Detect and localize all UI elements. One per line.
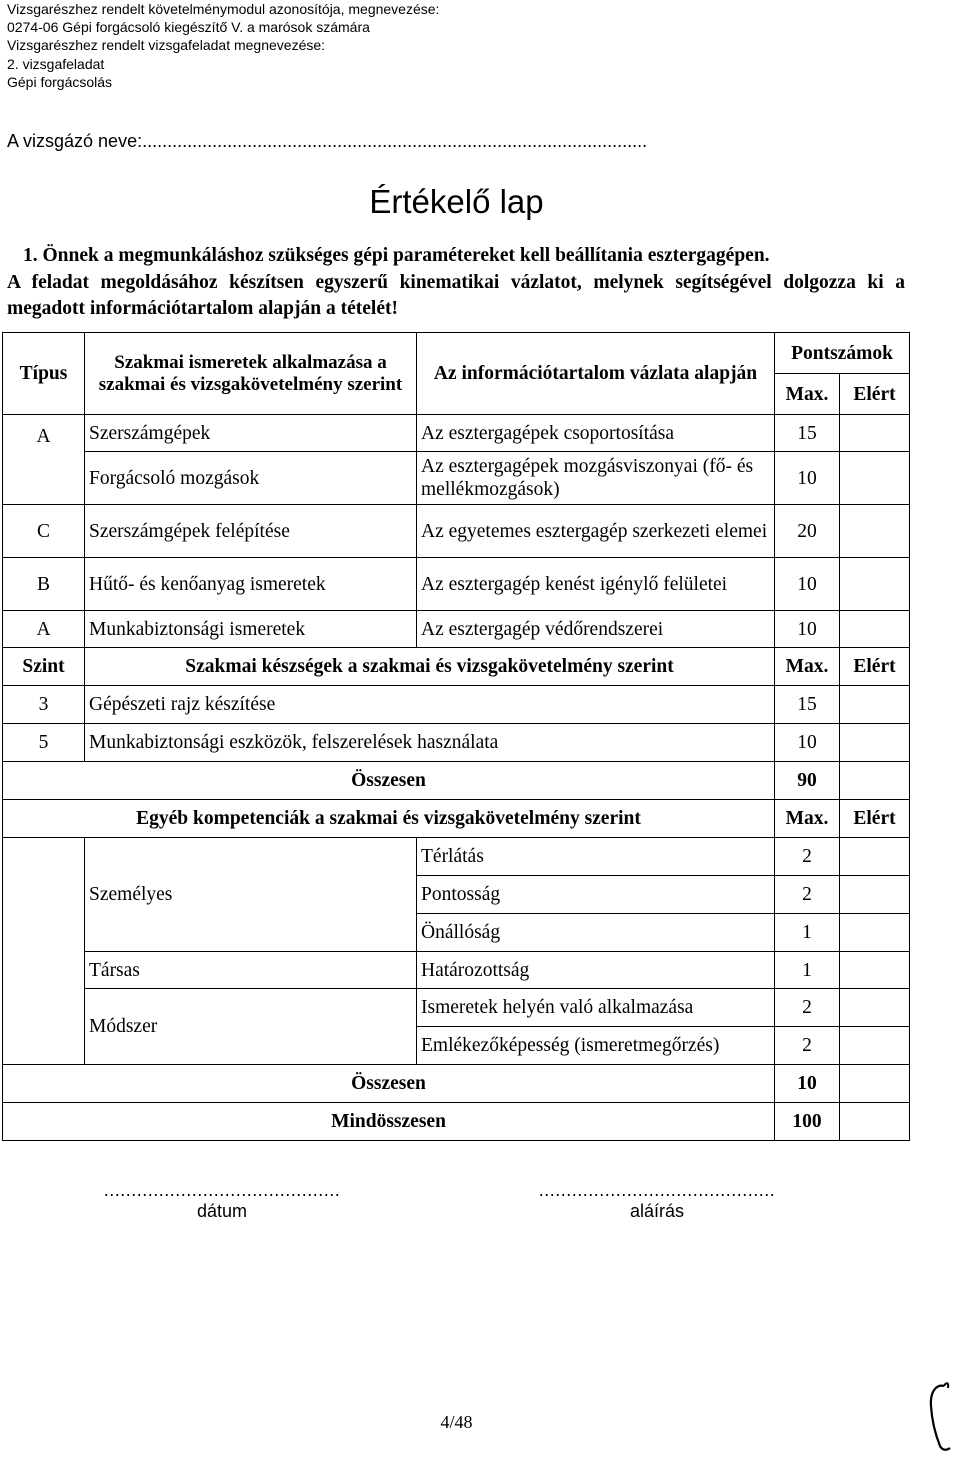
header-line: 0274-06 Gépi forgácsoló kiegészítő V. a marósok számára [7, 19, 370, 36]
col-header-tipus: Típus [3, 333, 85, 415]
page-title: Értékelő lap [369, 183, 544, 220]
header-line: Vizsgarészhez rendelt vizsgafeladat megnevezése: [7, 37, 326, 54]
header-line: Gépi forgácsolás [7, 73, 113, 90]
document-header [7, 0, 607, 91]
cell-max: 10 [775, 558, 840, 611]
spacer-cell [3, 838, 85, 952]
col-header-szakmai: Szakmai ismeretek alkalmazása a szakmai és vizsgakövetelmény szerint [85, 333, 417, 415]
col-header-elert: Elért [840, 800, 910, 838]
cell-keszseg: Munkabiztonsági eszközök, felszerelések használata [85, 724, 775, 762]
grand-total-max: 100 [775, 1103, 840, 1141]
col-header-vazlat: Az információtartalom vázlata alapján [417, 333, 775, 415]
cell-vazlat: Az esztergagép védőrendszerei [417, 611, 775, 648]
group-szemelyes: Személyes [85, 838, 417, 952]
cell-kompetencia: Önállóság [417, 914, 775, 952]
cell-max: 15 [775, 415, 840, 452]
candidate-name-line: A vizsgázó neve:..................................................................................................... [7, 131, 648, 151]
grand-total-elert[interactable] [840, 1103, 910, 1141]
cell-elert[interactable] [840, 452, 910, 505]
cell-elert[interactable] [840, 876, 910, 914]
cell-vazlat: Az esztergagép kenést igénylő felületei [417, 558, 775, 611]
cell-elert[interactable] [840, 838, 910, 876]
cell-elert[interactable] [840, 686, 910, 724]
cell-max: 20 [775, 505, 840, 558]
col-header-pontszamok: Pontszámok [775, 333, 910, 374]
cell-kompetencia: Pontosság [417, 876, 775, 914]
table1-header-row [3, 333, 910, 374]
cell-tipus: A [3, 611, 85, 648]
table2-total-row [3, 762, 910, 800]
col-header-elert: Elért [840, 648, 910, 686]
col-header-kompetenciak: Egyéb kompetenciák a szakmai és vizsgakövetelmény szerint [3, 800, 775, 838]
table-row [3, 952, 910, 989]
table-row [3, 558, 910, 611]
cell-max: 1 [775, 952, 840, 989]
date-dotted-line: ........................................... [103, 1180, 341, 1200]
task-line-1: 1. Önnek a megmunkáláshoz szükséges gépi paramétereket kell beállítania esztergagépen. [23, 245, 770, 266]
task-description [7, 243, 905, 323]
cell-elert[interactable] [840, 611, 910, 648]
col-header-max: Max. [775, 800, 840, 838]
cell-max: 1 [775, 914, 840, 952]
col-header-szint: Szint [3, 648, 85, 686]
date-signature-block [92, 1180, 352, 1222]
signature-block [526, 1180, 788, 1222]
total-elert[interactable] [840, 1065, 910, 1103]
cell-kompetencia: Ismeretek helyén való alkalmazása [417, 989, 775, 1027]
date-label: dátum [196, 1201, 248, 1221]
cell-kompetencia: Térlátás [417, 838, 775, 876]
cell-ismeret: Hűtő- és kenőanyag ismeretek [85, 558, 417, 611]
cell-max: 10 [775, 724, 840, 762]
cell-max: 15 [775, 686, 840, 724]
cell-max: 2 [775, 838, 840, 876]
group-tarsas: Társas [85, 952, 417, 989]
cell-keszseg: Gépészeti rajz készítése [85, 686, 775, 724]
cell-elert[interactable] [840, 558, 910, 611]
cell-tipus: C [3, 505, 85, 558]
cell-elert[interactable] [840, 1027, 910, 1065]
col-header-elert: Elért [840, 374, 910, 415]
cell-ismeret: Szerszámgépek [85, 415, 417, 452]
grand-total-row [3, 1103, 910, 1141]
table2-header-row [3, 648, 910, 686]
table-row [3, 415, 910, 452]
cell-max: 10 [775, 452, 840, 505]
col-header-max: Max. [775, 374, 840, 415]
cell-elert[interactable] [840, 415, 910, 452]
spacer-cell [3, 989, 85, 1065]
total-elert[interactable] [840, 762, 910, 800]
table-row [3, 686, 910, 724]
cell-szint: 3 [3, 686, 85, 724]
spacer-cell [3, 952, 85, 989]
cell-elert[interactable] [840, 952, 910, 989]
cell-ismeret: Munkabiztonsági ismeretek [85, 611, 417, 648]
col-header-keszsegek: Szakmai készségek a szakmai és vizsgakövetelmény szerint [85, 648, 775, 686]
cell-ismeret: Szerszámgépek felépítése [85, 505, 417, 558]
grand-total-label: Mindösszesen [3, 1103, 775, 1141]
table-row [3, 611, 910, 648]
cell-max: 10 [775, 611, 840, 648]
table-row [3, 724, 910, 762]
total-label: Összesen [3, 1065, 775, 1103]
table-row [3, 505, 910, 558]
cell-max: 2 [775, 876, 840, 914]
cell-tipus: B [3, 558, 85, 611]
cell-kompetencia: Emlékezőképesség (ismeretmegőrzés) [417, 1027, 775, 1065]
page-number: 4/48 [440, 1412, 473, 1432]
signature-dotted-line: ........................................... [538, 1180, 776, 1200]
cell-elert[interactable] [840, 914, 910, 952]
header-line: 2. vizsgafeladat [7, 55, 105, 72]
cell-elert[interactable] [840, 505, 910, 558]
cell-vazlat: Az egyetemes esztergagép szerkezeti elemei [417, 505, 775, 558]
table3-header-row [3, 800, 910, 838]
cell-vazlat: Az esztergagépek csoportosítása [417, 415, 775, 452]
table-row [3, 838, 910, 876]
total-max: 90 [775, 762, 840, 800]
cell-elert[interactable] [840, 989, 910, 1027]
cell-max: 2 [775, 989, 840, 1027]
col-header-max: Max. [775, 648, 840, 686]
total-label: Összesen [3, 762, 775, 800]
handwritten-mark-icon [922, 1378, 956, 1454]
cell-ismeret: Forgácsoló mozgások [85, 452, 417, 505]
evaluation-table [2, 332, 910, 1141]
cell-elert[interactable] [840, 724, 910, 762]
table-row [3, 452, 910, 505]
cell-tipus: A [3, 415, 85, 505]
cell-max: 2 [775, 1027, 840, 1065]
table3-total-row [3, 1065, 910, 1103]
total-max: 10 [775, 1065, 840, 1103]
signature-label: aláírás [629, 1201, 685, 1221]
table-row [3, 989, 910, 1027]
cell-szint: 5 [3, 724, 85, 762]
cell-kompetencia: Határozottság [417, 952, 775, 989]
header-line: Vizsgarészhez rendelt követelménymodul azonosítója, megnevezése: [7, 1, 440, 17]
group-modszer: Módszer [85, 989, 417, 1065]
task-line-2: A feladat megoldásához készítsen egyszerű kinematikai vázlatot, melynek segítségével dolgozza ki a megadott információtartalom alapján a tételét! [7, 271, 905, 319]
cell-vazlat: Az esztergagépek mozgásviszonyai (fő- és mellékmozgások) [417, 452, 775, 505]
